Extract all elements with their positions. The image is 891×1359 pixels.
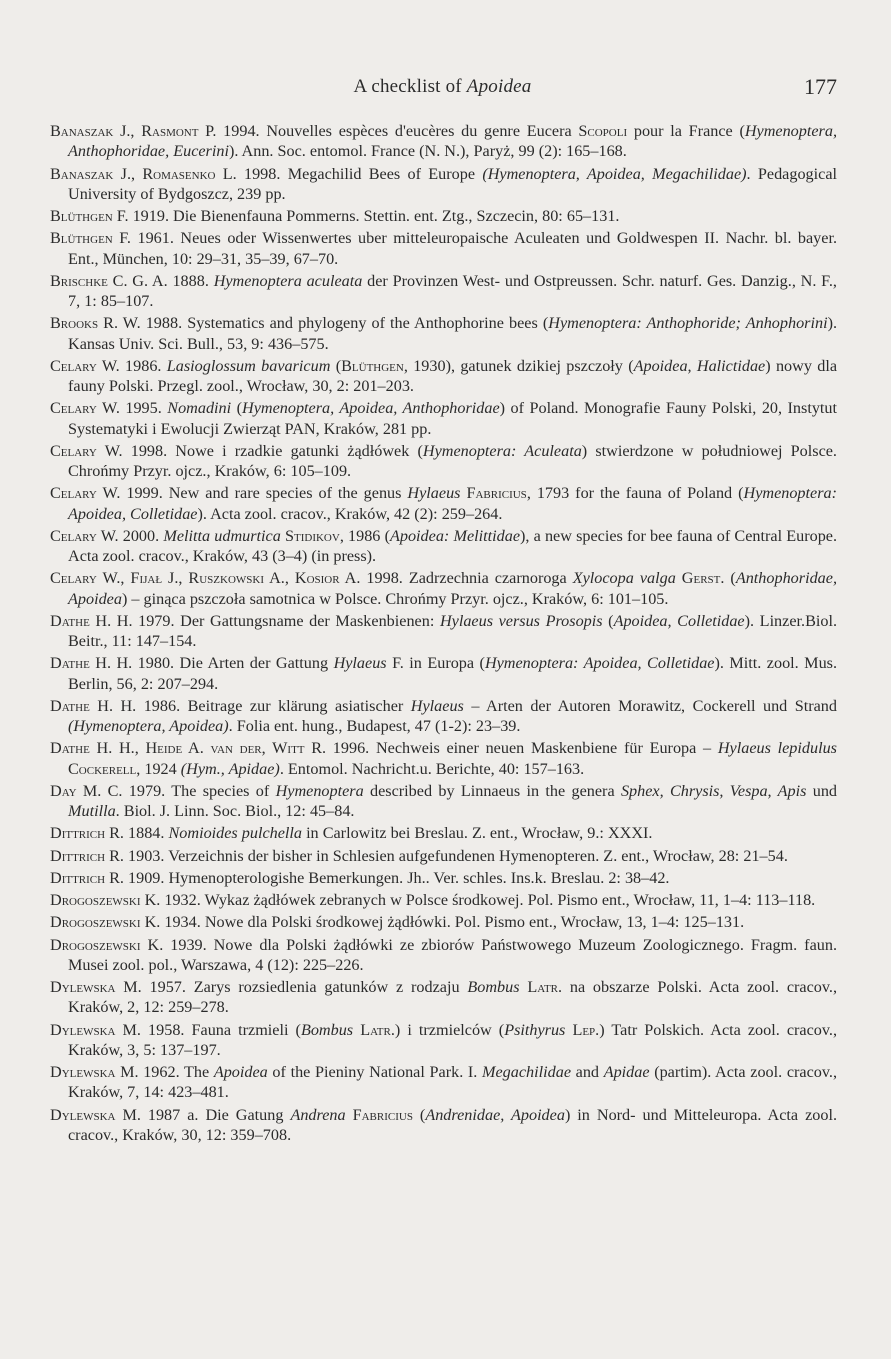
page-header (48, 74, 837, 100)
reference-italic: Hymenoptera: Aculeata (422, 441, 582, 460)
reference-author: Celary W. (50, 399, 120, 418)
reference-italic: Apoidea: Melittidae (389, 526, 520, 545)
reference-smallcaps: Fabricius (466, 484, 527, 503)
reference-entry (50, 890, 837, 910)
reference-text: 1884. (123, 824, 169, 843)
reference-smallcaps: Blüthgen (341, 356, 404, 375)
reference-author: Celary W. (50, 441, 123, 460)
reference-author: Blüthgen F. (50, 229, 131, 248)
reference-smallcaps: Gerst. (681, 569, 725, 588)
reference-author: Celary W., Fijał J., Ruszkowski A., Kosior A. (50, 569, 361, 588)
reference-entry (50, 912, 837, 932)
reference-text: ). Ann. Soc. entomol. France (N. N.), Paryż, 99 (2): 165–168. (228, 142, 627, 161)
reference-text: 1961. Neues oder Wissenwertes uber mitteleuropaische Aculeaten und Goldwespen II. Nachr. bl. bayer. Ent., München, 10: 29–31, 35–39, 67–70. (68, 229, 837, 268)
reference-text: ) nowy dla fauny Polski. Przegl. zool., Wrocław, 30, 2: 201–203. (68, 356, 838, 395)
reference-smallcaps: Cockerell (68, 759, 137, 778)
reference-entry (50, 568, 837, 608)
reference-italic: Nomioides pulchella (168, 824, 303, 843)
reference-entry (50, 846, 837, 866)
reference-italic: Apidae (603, 1063, 650, 1082)
reference-author: Drogoszewski K. (50, 891, 161, 910)
reference-italic: Hylaeus lepidulus (717, 739, 837, 758)
reference-text: 1998. Zadrzechnia czarnoroga (360, 569, 573, 588)
reference-text: 1996. Nechweis einer neuen Maskenbiene für Europa – (326, 739, 718, 758)
reference-entry (50, 1105, 837, 1145)
reference-entry (50, 271, 837, 311)
reference-text: F. in Europa ( (386, 654, 485, 673)
reference-text: in Carlowitz bei Breslau. Z. ent., Wrocław, 9.: XXXI. (302, 824, 653, 843)
reference-text: ) of Poland. Monografie Fauny Polski, 20, Instytut Systematyki i Ewolucji Zwierząt PAN, Kraków, 281 pp. (68, 399, 838, 438)
reference-italic: Anthophoridae, Apoidea (68, 569, 837, 608)
reference-text: – Arten der Autoren Morawitz, Cockerell und Strand (463, 696, 837, 715)
reference-author: Celary W. (50, 484, 121, 503)
reference-author: Dathe H. H. (50, 611, 133, 630)
reference-text: ) stwierdzone w południowej Polsce. Chrońmy Przyr. ojcz., Kraków, 6: 105–109. (68, 441, 837, 480)
reference-smallcaps: Lep. (572, 1020, 600, 1039)
reference-italic: Psithyrus (504, 1020, 566, 1039)
reference-author: Dylewska M. (50, 978, 142, 997)
reference-text: ). Kansas Univ. Sci. Bull., 53, 9: 436–575. (68, 314, 838, 353)
reference-italic: (Hymenoptera, Apoidea) (68, 717, 229, 735)
reference-text: 1939. Nowe dla Polski żądłówki ze zbiorów Państwowego Muzeum Zoologicznego. Fragm. faun. Musei zool. pol., Warszawa, 4 (12): 225–226. (68, 935, 837, 974)
running-title-taxon: Apoidea (466, 76, 532, 97)
reference-italic: Hylaeus (410, 696, 464, 715)
reference-text: ). Acta zool. cracov., Kraków, 42 (2): 259–264. (197, 504, 503, 523)
reference-text: 1995. (119, 399, 168, 418)
reference-author: Dathe H. H., Heide A. van der, Witt R. (50, 739, 327, 758)
reference-entry (50, 653, 837, 693)
reference-text: na obszarze Polski. Acta zool. cracov., Kraków, 2, 12: 259–278. (68, 978, 838, 1017)
running-title-prefix: A checklist of (353, 76, 467, 97)
reference-text: 2000. (118, 526, 164, 545)
reference-italic: Megachilidae (482, 1063, 571, 1082)
reference-smallcaps: Latr. (527, 978, 563, 997)
reference-entry (50, 868, 837, 888)
reference-text: 1987 a. Die Gatung (140, 1105, 291, 1124)
reference-entry (50, 935, 837, 975)
reference-text: 1909. Hymenopterologishe Bemerkungen. Jh.. Ver. schles. Ins.k. Breslau. 2: 38–42. (123, 868, 670, 887)
reference-italic: Apoidea, Colletidae (613, 611, 745, 630)
reference-italic: Nomadini (167, 399, 232, 418)
reference-text: . Entomol. Nachricht.u. Berichte, 40: 157–163. (279, 759, 585, 778)
reference-italic: Sphex, Chrysis, Vespa, Apis (620, 781, 807, 800)
reference-smallcaps: Stidikov (284, 526, 340, 545)
reference-entry (50, 121, 837, 161)
reference-author: Drogoszewski K. (50, 913, 161, 932)
reference-text: of the Pieniny National Park. I. (267, 1063, 482, 1082)
reference-italic: Hymenoptera: Anthophoride; Anhophorini (548, 314, 828, 333)
reference-text: ) – ginąca pszczoła samotnica w Polsce. Chrońmy Przyr. ojcz., Kraków, 6: 101–105. (121, 589, 669, 608)
reference-author: Celary W. (50, 526, 119, 545)
reference-author: Brooks R. W. (50, 314, 141, 333)
reference-text: , 1930), gatunek dzikiej pszczoły ( (403, 356, 634, 375)
reference-entry (50, 398, 837, 438)
reference-italic: Andrena (290, 1105, 346, 1124)
reference-text: ), a new species for bee fauna of Central Europe. Acta zool. cracov., Kraków, 43 (3–4) (in press). (68, 526, 838, 565)
reference-entry (50, 228, 837, 268)
reference-text: 1980. Die Arten der Gattung (132, 654, 334, 673)
reference-italic: Melitta udmurtica (163, 526, 281, 545)
reference-author: Banaszak J., Rasmont P. (50, 122, 217, 140)
reference-italic: Mutilla (68, 802, 116, 820)
reference-text: 1979. The species of (122, 781, 276, 800)
reference-entry (50, 611, 837, 651)
reference-text: . Folia ent. hung., Budapest, 47 (1-2): 23–39. (228, 717, 521, 735)
reference-text: der Provinzen West- und Ostpreussen. Schr. naturf. Ges. Danzig., N. F., 7, 1: 85–107. (68, 271, 837, 310)
reference-text: und (806, 781, 838, 800)
reference-italic: Hymenoptera aculeata (213, 271, 363, 290)
reference-entry (50, 1020, 837, 1060)
reference-author: Dylewska M. (50, 1020, 141, 1039)
reference-author: Celary W. (50, 356, 120, 375)
reference-text: ( (330, 356, 342, 375)
reference-author: Dittrich R. (50, 868, 124, 887)
reference-italic: (Hym., Apidae) (180, 759, 280, 778)
reference-text: ) in Nord- und Mitteleuropa. Acta zool. cracov., Kraków, 30, 12: 359–708. (68, 1105, 837, 1144)
reference-italic: Lasioglossum bavaricum (166, 356, 331, 375)
reference-text: and (571, 1063, 604, 1082)
reference-text: 1998. Megachilid Bees of Europe (236, 164, 483, 183)
reference-author: Dylewska M. (50, 1105, 141, 1124)
reference-text: described by Linnaeus in the genera (363, 781, 621, 800)
reference-entry (50, 1062, 837, 1102)
reference-text: 1998. Nowe i rzadkie gatunki żądłówek ( (122, 441, 423, 460)
reference-smallcaps: Scopoli (578, 122, 628, 140)
reference-entry (50, 441, 837, 481)
reference-author: Blüthgen F. (50, 207, 129, 225)
reference-entry (50, 696, 837, 736)
reference-text: (partim). Acta zool. cracov., Kraków, 7, 14: 423–481. (68, 1063, 838, 1102)
reference-entry (50, 823, 837, 843)
reference-italic: Bombus (467, 978, 520, 997)
reference-text: 1988. Systematics and phylogeny of the Anthophorine bees ( (140, 314, 549, 333)
reference-entry (50, 356, 837, 396)
running-title (48, 76, 837, 98)
reference-italic: Xylocopa valga (572, 569, 676, 588)
reference-entry (50, 738, 837, 778)
reference-entry (50, 206, 837, 226)
reference-entry (50, 781, 837, 821)
reference-smallcaps: Fabricius (352, 1105, 413, 1124)
reference-text: ( (412, 1105, 426, 1124)
reference-italic: Hymenoptera, Anthophoridae, Eucerini (68, 122, 837, 161)
reference-italic: Andrenidae, Apoidea (425, 1105, 565, 1124)
reference-text: . Biol. J. Linn. Soc. Biol., 12: 45–84. (115, 802, 355, 820)
reference-entry (50, 977, 837, 1017)
reference-text: ( (231, 399, 243, 418)
reference-author: Dittrich R. (50, 846, 124, 865)
reference-text: 1962. The (138, 1063, 214, 1082)
reference-text: 1932. Wykaz żądłówek zebranych w Polsce środkowej. Pol. Pismo ent., Wrocław, 11, 1–4: 113–118. (160, 891, 816, 910)
reference-author: Banaszak J., Romasenko L. (50, 164, 237, 183)
reference-italic: Hylaeus (333, 654, 387, 673)
reference-text: pour la France ( (627, 122, 745, 140)
reference-author: Dathe H. H. (50, 696, 137, 715)
reference-text: ). Linzer.Biol. Beitr., 11: 147–154. (68, 611, 838, 650)
reference-text: 1919. Die Bienenfauna Pommerns. Stettin. ent. Ztg., Szczecin, 80: 65–131. (128, 207, 620, 225)
reference-text: 1903. Verzeichnis der bisher in Schlesien aufgefundenen Hymenopteren. Z. ent., Wrocław, 28: 21–54. (123, 846, 788, 865)
reference-text: 1999. New and rare species of the genus (120, 484, 408, 503)
reference-entry (50, 526, 837, 566)
reference-text: 1986. Beitrage zur klärung asiatischer (136, 696, 411, 715)
reference-author: Brischke C. G. A. (50, 271, 168, 290)
reference-italic: Hymenoptera: Apoidea, Colletidae (68, 484, 837, 523)
reference-text: , 1924 (136, 759, 181, 778)
reference-text: 1994. Nouvelles espèces d'eucères du genre Eucera (216, 122, 579, 140)
reference-author: Dittrich R. (50, 824, 124, 843)
reference-text: ( (602, 611, 614, 630)
reference-entry (50, 313, 837, 353)
reference-text: 1934. Nowe dla Polski środkowej żądłówki. Pol. Pismo ent., Wrocław, 13, 1–4: 125–131. (160, 913, 745, 932)
reference-italic: Hymenoptera, Apoidea, Anthophoridae (242, 399, 500, 418)
reference-text: , 1793 for the fauna of Poland ( (526, 484, 744, 503)
reference-text: 1888. (167, 271, 214, 290)
reference-author: Day M. C. (50, 781, 123, 800)
reference-text: . Pedagogical University of Bydgoszcz, 239 pp. (68, 164, 837, 203)
page-number: 177 (804, 74, 837, 99)
reference-entry (50, 483, 837, 523)
reference-text: ). Mitt. zool. Mus. Berlin, 56, 2: 207–294. (68, 654, 838, 693)
reference-italic: Apoidea (213, 1063, 268, 1082)
reference-text: 1957. Zarys rozsiedlenia gatunków z rodzaju (141, 978, 468, 997)
reference-author: Dylewska M. (50, 1063, 139, 1082)
reference-entry (50, 164, 837, 204)
reference-author: Drogoszewski K. (50, 935, 164, 954)
reference-text: ( (724, 569, 736, 588)
reference-smallcaps: Latr. (360, 1020, 395, 1039)
reference-italic: Hymenoptera: Apoidea, Colletidae (484, 654, 715, 673)
reference-author: Dathe H. H. (50, 654, 133, 673)
reference-italic: Hylaeus versus Prosopis (439, 611, 603, 630)
reference-text: ) Tatr Polskich. Acta zool. cracov., Kraków, 3, 5: 137–197. (68, 1020, 838, 1059)
reference-italic: Hylaeus (407, 484, 461, 503)
reference-text: 1979. Der Gattungsname der Maskenbienen: (132, 611, 440, 630)
reference-italic: Hymenoptera (275, 781, 364, 800)
reference-text: ) i trzmielców ( (394, 1020, 505, 1039)
reference-text: , 1986 ( (339, 526, 390, 545)
reference-italic: Apoidea, Halictidae (633, 356, 766, 375)
reference-list (50, 121, 837, 1147)
reference-text (346, 1106, 353, 1124)
reference-text: 1958. Fauna trzmieli ( (140, 1020, 301, 1039)
reference-italic: (Hymenoptera, Apoidea, Megachilidae) (482, 164, 747, 183)
reference-text: 1986. (119, 356, 167, 375)
reference-italic: Bombus (300, 1020, 354, 1039)
